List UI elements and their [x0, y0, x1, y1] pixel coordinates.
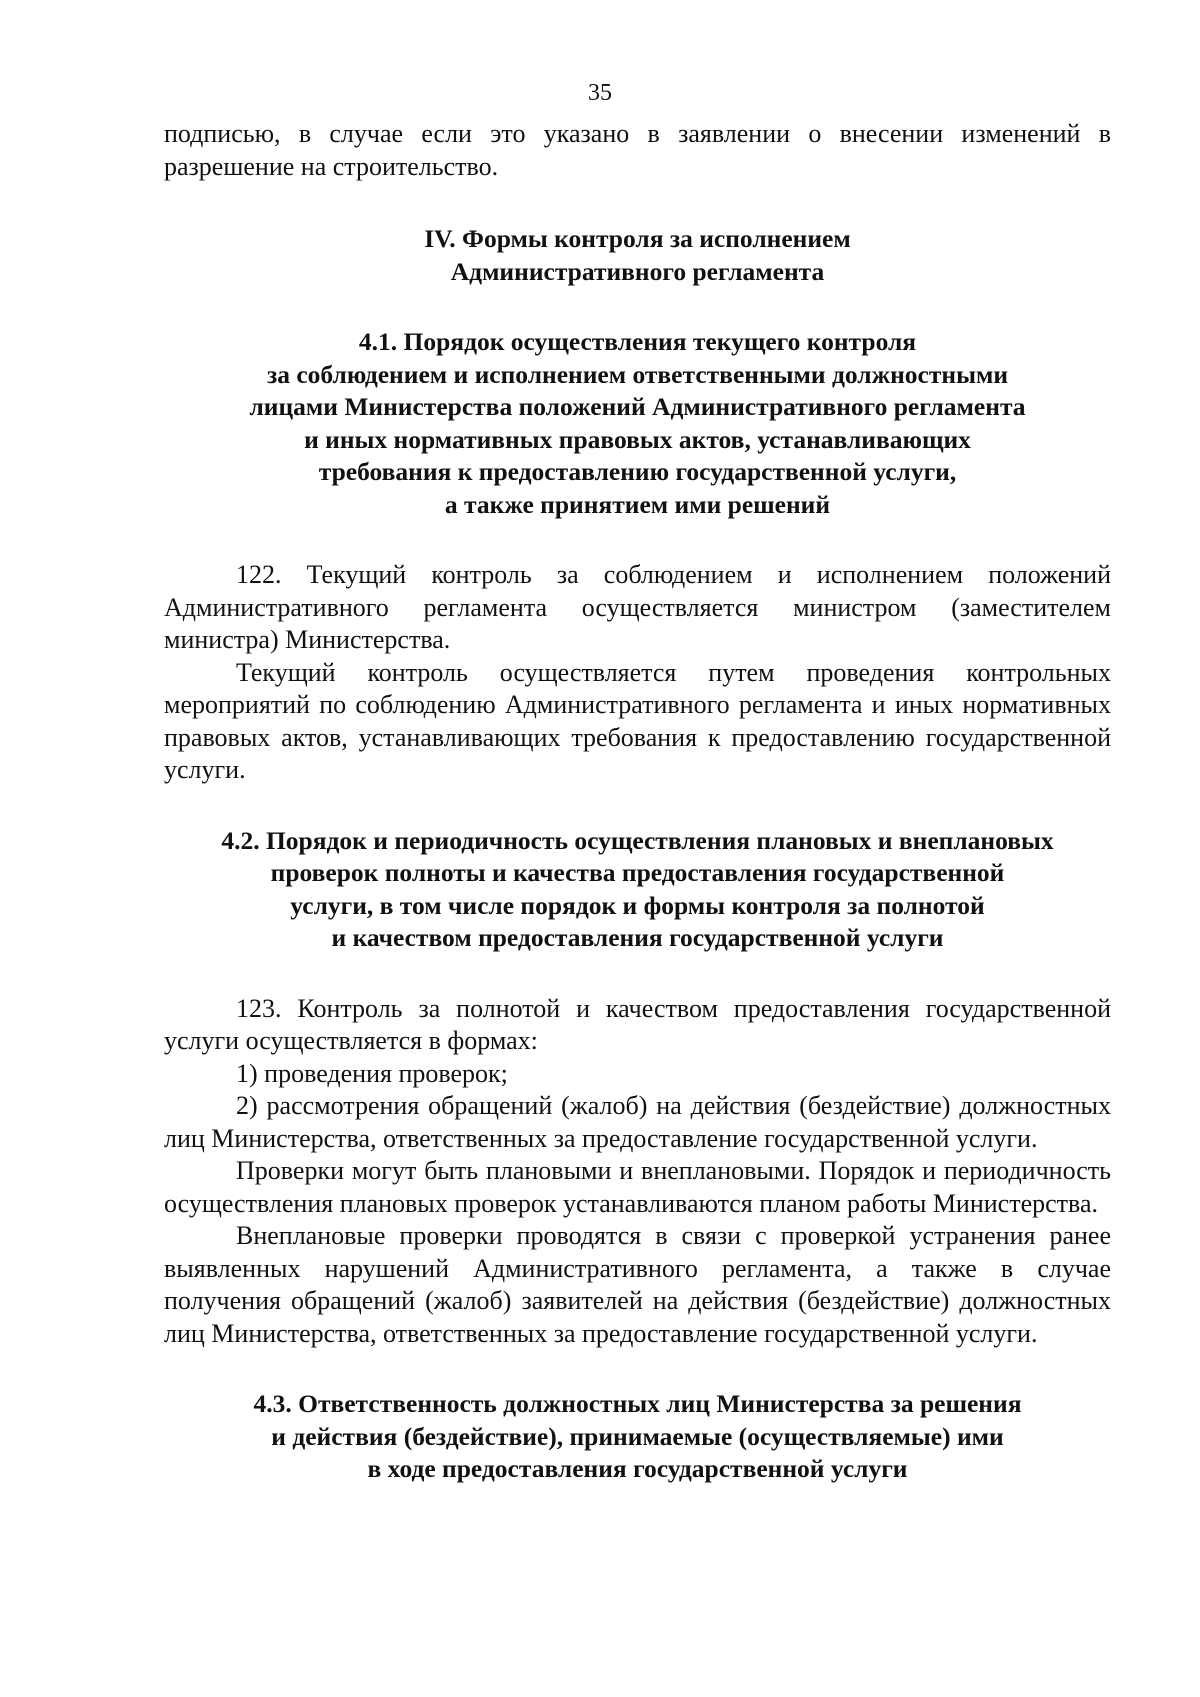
section-4-3-heading: 4.3. Ответственность должностных лиц Министерства за решения и действия (бездействие), принимаемые (осуществляемые) ими в ходе предоставления государственной услуги — [253, 1389, 1022, 1483]
section-iv-heading: IV. Формы контроля за исполнением Административного регламента — [424, 224, 851, 286]
section-4-1-heading: 4.1. Порядок осуществления текущего контроля за соблюдением и исполнением ответственными должностными лицами Министерства положений Административного регламента и иных нормативных правовых актов, устанавливающих требования к предоставлению государственной услуги, а также принятием ими решений — [249, 327, 1026, 519]
list-item-1: 1) проведения проверок; — [236, 1058, 508, 1088]
paragraph-unscheduled: Внеплановые проверки проводятся в связи с проверкой устранения ранее выявленных нарушений Административного регламента, а также в случае получения обращений (жалоб) заявителей на действия (бездействие) должностных лиц Министерства, ответственных за предоставление государственной услуги. — [164, 1221, 1111, 1348]
page-number: 35 — [588, 80, 612, 106]
paragraph-current-control: Текущий контроль осуществляется путем проведения контрольных мероприятий по соблюдению Административного регламента и иных нормативных правовых актов, устанавливающих требования к предоставлению государственной услуги. — [164, 657, 1111, 784]
page-content — [164, 118, 1111, 1486]
section-4-2-heading: 4.2. Порядок и периодичность осуществления плановых и внеплановых проверок полноты и качества предоставления государственной услуги, в том числе порядок и формы контроля за полнотой и качеством предоставления государственной услуги — [221, 825, 1054, 952]
paragraph-123: 123. Контроль за полнотой и качеством предоставления государственной услуги осуществляется в формах: — [164, 993, 1111, 1055]
intro-paragraph: подписью, в случае если это указано в заявлении о внесении изменений в разрешение на строительство. — [164, 119, 1111, 181]
paragraph-122: 122. Текущий контроль за соблюдением и исполнением положений Административного регламента осуществляется министром (заместителем министра) Министерства. — [164, 560, 1111, 654]
list-item-2: 2) рассмотрения обращений (жалоб) на действия (бездействие) должностных лиц Министерства, ответственных за предоставление государственной услуги. — [164, 1091, 1111, 1153]
paragraph-inspections: Проверки могут быть плановыми и внеплановыми. Порядок и периодичность осуществления плановых проверок устанавливаются планом работы Министерства. — [164, 1156, 1111, 1218]
